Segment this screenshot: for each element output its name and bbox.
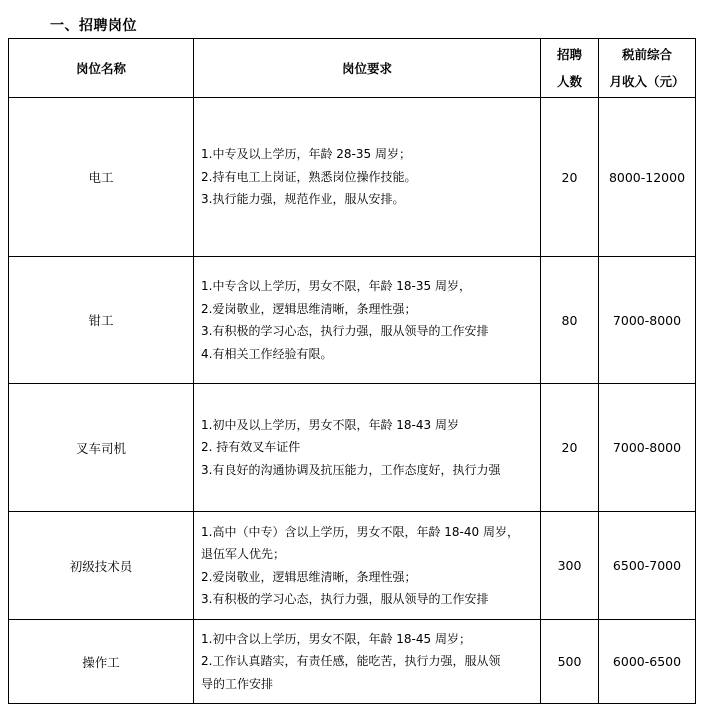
requirement-line: 1.中专及以上学历，年龄 28-35 周岁； <box>201 147 411 162</box>
requirement-line: 1.高中（中专）含以上学历，男女不限，年龄 18-40 周岁， <box>201 524 519 539</box>
job-positions-table <box>8 38 696 704</box>
requirement-line: 2.爱岗敬业，逻辑思维清晰，条理性强； <box>201 569 417 584</box>
position-name: 操作工 <box>9 620 194 704</box>
monthly-salary: 7000-8000 <box>599 257 696 384</box>
header-count <box>541 39 599 98</box>
position-requirements <box>194 512 541 620</box>
table-row <box>9 384 696 512</box>
monthly-salary: 6000-6500 <box>599 620 696 704</box>
position-requirements <box>194 257 541 384</box>
table-row <box>9 98 696 257</box>
requirement-line: 3.执行能力强，规范作业，服从安排。 <box>201 192 405 207</box>
monthly-salary: 6500-7000 <box>599 512 696 620</box>
requirement-line: 4.有相关工作经验有限。 <box>201 346 333 361</box>
header-salary <box>599 39 696 98</box>
requirement-line: 1.中专含以上学历，男女不限，年龄 18-35 周岁， <box>201 279 471 293</box>
position-name: 电工 <box>9 98 194 257</box>
position-name: 初级技术员 <box>9 512 194 620</box>
monthly-salary: 7000-8000 <box>599 384 696 512</box>
hiring-count: 20 <box>541 384 599 512</box>
hiring-count: 80 <box>541 257 599 384</box>
requirement-line: 2. 持有效叉车证件 <box>201 440 301 455</box>
requirement-line: 3.有积极的学习心态，执行力强，服从领导的工作安排 <box>201 592 489 606</box>
position-requirements <box>194 620 541 704</box>
requirement-line: 1.初中及以上学历，男女不限，年龄 18-43 周岁 <box>201 417 459 432</box>
requirement-line: 退伍军人优先； <box>201 547 286 561</box>
header-count-line2: 人数 <box>556 74 582 89</box>
requirement-line: 2.工作认真踏实，有责任感，能吃苦，执行力强，服从领 <box>201 654 501 669</box>
hiring-count: 300 <box>541 512 599 620</box>
requirement-line: 3.有良好的沟通协调及抗压能力，工作态度好，执行力强 <box>201 462 501 477</box>
header-salary-line2: 月收入（元） <box>609 74 685 89</box>
header-position: 岗位名称 <box>9 39 194 98</box>
hiring-count: 20 <box>541 98 599 257</box>
position-requirements <box>194 384 541 512</box>
position-name: 叉车司机 <box>9 384 194 512</box>
table-row <box>9 512 696 620</box>
header-count-line1: 招聘 <box>556 47 582 62</box>
requirement-line: 2.持有电工上岗证，熟悉岗位操作技能。 <box>201 169 417 184</box>
requirement-line: 1.初中含以上学历，男女不限，年龄 18-45 周岁； <box>201 631 471 646</box>
section-title: 一、招聘岗位 <box>50 18 137 34</box>
requirement-line: 2.爱岗敬业，逻辑思维清晰，条理性强； <box>201 301 417 316</box>
table-row <box>9 257 696 384</box>
position-name: 钳工 <box>9 257 194 384</box>
table-header-row <box>9 39 696 98</box>
hiring-count: 500 <box>541 620 599 704</box>
header-requirements: 岗位要求 <box>194 39 541 98</box>
requirement-line: 3.有积极的学习心态，执行力强，服从领导的工作安排 <box>201 324 489 338</box>
header-salary-line1: 税前综合 <box>621 47 672 62</box>
table-row <box>9 620 696 704</box>
requirement-line: 导的工作安排 <box>201 676 274 691</box>
position-requirements <box>194 98 541 257</box>
monthly-salary: 8000-12000 <box>599 98 696 257</box>
